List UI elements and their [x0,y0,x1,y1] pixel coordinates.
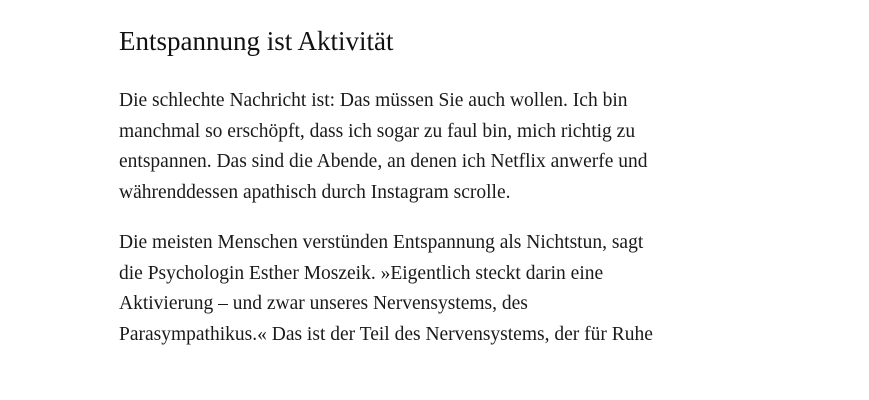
paragraph-line: Die schlechte Nachricht ist: Das müssen Sie auch wollen. Ich bin [119,90,628,111]
paragraph-2 [119,228,739,350]
paragraph-line: Aktivierung – und zwar unseres Nervensystems, des [119,293,528,314]
article-body [119,22,739,370]
paragraph-line: Parasympathikus.« Das ist der Teil des Nervensystems, der für Ruhe [119,323,653,345]
paragraph-1 [119,86,739,208]
paragraph-line: entspannen. Das sind die Abende, an denen ich Netflix anwerfe und [119,151,648,172]
paragraph-line: währenddessen apathisch durch Instagram scrolle. [119,181,511,203]
section-heading: Entspannung ist Aktivität [119,26,394,56]
paragraph-line: Die meisten Menschen verstünden Entspannung als Nichtstun, sagt [119,232,644,253]
paragraph-line: manchmal so erschöpft, dass ich sogar zu faul bin, mich richtig zu [119,120,636,142]
paragraph-line: die Psychologin Esther Moszeik. »Eigentlich steckt darin eine [119,262,604,284]
